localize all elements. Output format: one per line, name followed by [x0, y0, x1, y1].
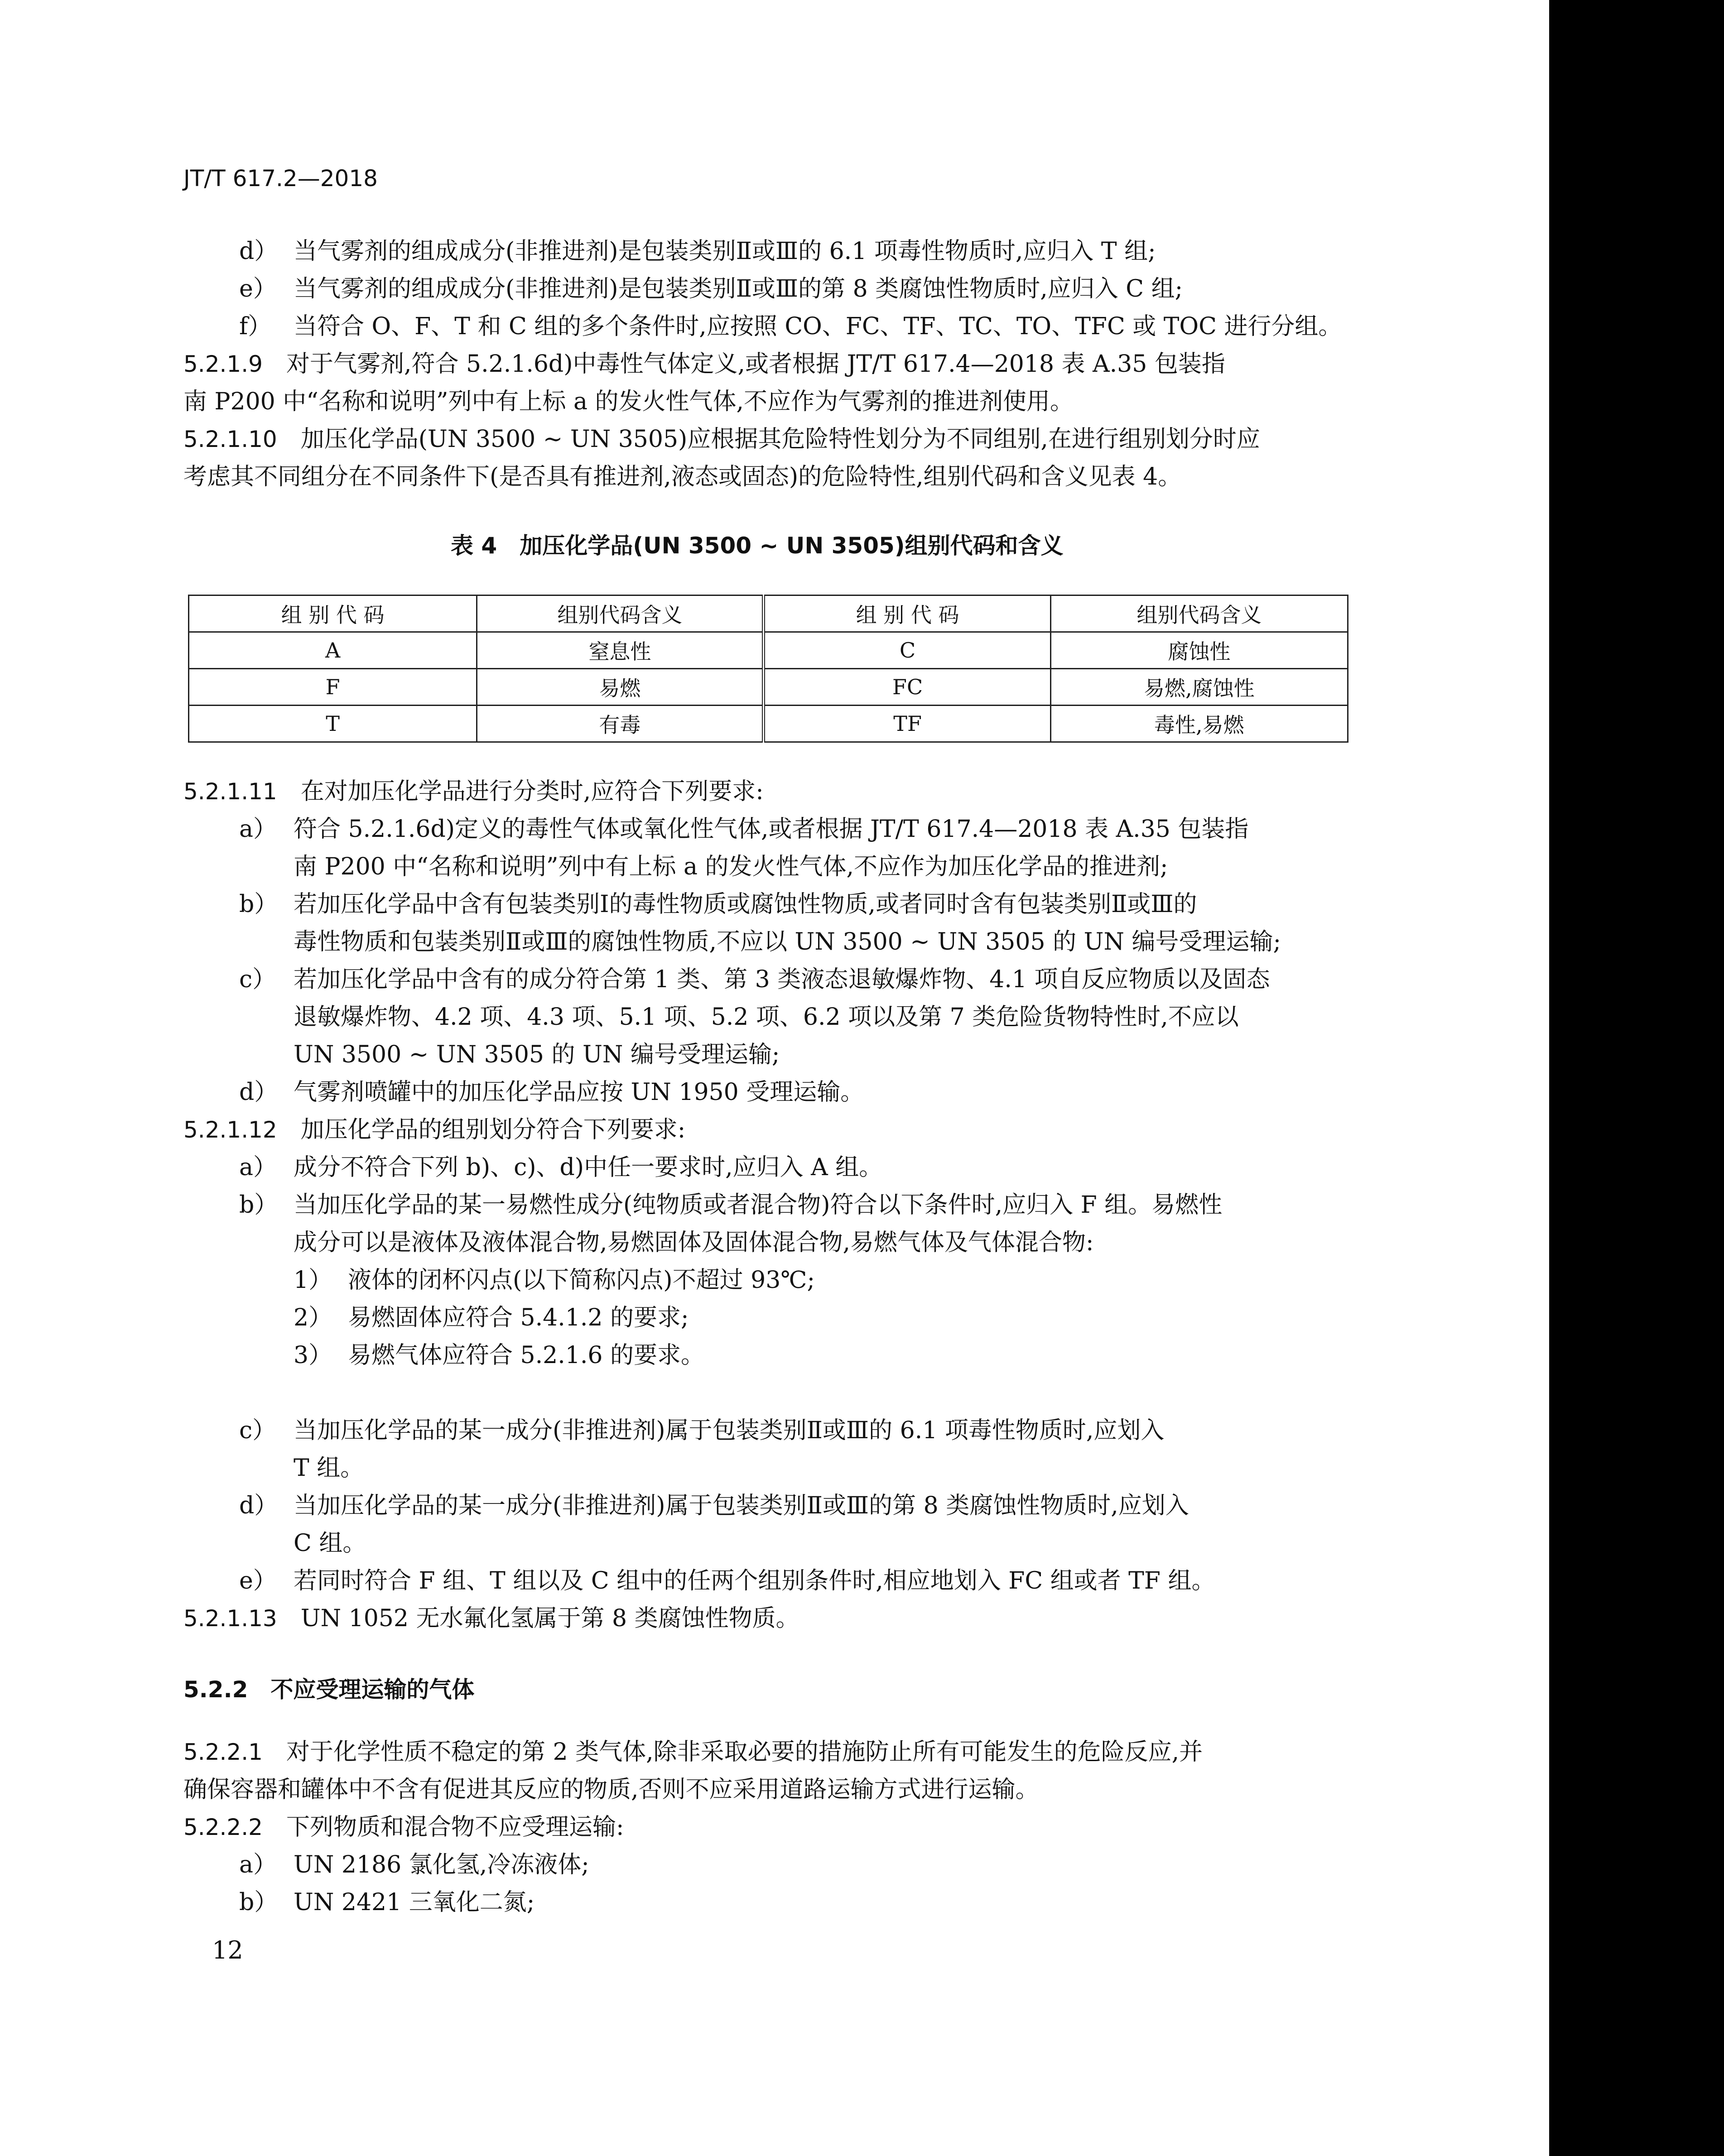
item-text: 若加压化学品中含有包装类别Ⅰ的毒性物质或腐蚀性物质,或者同时含有包装类别Ⅱ或Ⅲ的 — [294, 891, 1197, 918]
column-header: 组 别 代 码 — [189, 595, 477, 632]
table-cell: 毒性,易燃 — [1050, 706, 1348, 742]
list-item — [239, 1846, 589, 1884]
clause-text: 加压化学品的组别划分符合下列要求: — [300, 1116, 686, 1143]
list-item — [239, 270, 1183, 308]
sub-item-marker: 3） — [294, 1342, 332, 1369]
clause-text-line: 确保容器和罐体中不含有促进其反应的物质,否则不应采用道路运输方式进行运输。 — [183, 1776, 1039, 1803]
black-edge-strip — [1549, 0, 1724, 2156]
clause-5-2-1-9 — [183, 345, 1225, 383]
item-text: 成分不符合下列 b)、c)、d)中任一要求时,应归入 A 组。 — [294, 1154, 883, 1181]
item-marker: c） — [239, 966, 276, 993]
item-text: 若加压化学品中含有的成分符合第 1 类、第 3 类液态退敏爆炸物、4.1 项自反应物质以及固态 — [294, 966, 1270, 993]
list-item — [239, 960, 1270, 999]
item-text: 当加压化学品的某一成分(非推进剂)属于包装类别Ⅱ或Ⅲ的 6.1 项毒性物质时,应划入 — [294, 1417, 1165, 1444]
clause-5-2-2-1 — [183, 1733, 1203, 1771]
table-row — [189, 669, 1348, 706]
sub-item-marker: 2） — [294, 1304, 332, 1331]
item-marker: d） — [239, 1079, 278, 1106]
table-cell: 有毒 — [477, 706, 764, 742]
item-text: 当符合 O、F、T 和 C 组的多个条件时,应按照 CO、FC、TF、TC、TO、TFC 或 TOC 进行分组。 — [294, 313, 1342, 340]
document-id-header: JT/T 617.2—2018 — [183, 165, 378, 192]
clause-text-line: 南 P200 中“名称和说明”列中有上标 a 的发火性气体,不应作为气雾剂的推进剂使用。 — [183, 388, 1074, 415]
table-cell: F — [189, 669, 477, 706]
item-marker: e） — [239, 275, 277, 303]
clause-number: 5.2.1.12 — [183, 1117, 277, 1143]
item-text: UN 2421 三氧化二氮; — [294, 1889, 535, 1916]
clause-text: 在对加压化学品进行分类时,应符合下列要求: — [300, 778, 764, 805]
sub-list-item — [294, 1299, 689, 1337]
item-text: 若同时符合 F 组、T 组以及 C 组中的任两个组别条件时,相应地划入 FC 组或者 TF 组。 — [294, 1567, 1215, 1594]
item-marker: b） — [239, 891, 278, 918]
item-marker: b） — [239, 1191, 278, 1219]
item-marker: e） — [239, 1567, 277, 1594]
item-text-continued: 退敏爆炸物、4.2 项、4.3 项、5.1 项、5.2 项、6.2 项以及第 7 类危险货物特性时,不应以 — [294, 1004, 1239, 1031]
sub-list-item — [294, 1336, 704, 1374]
list-item — [239, 232, 1156, 270]
item-text: 当气雾剂的组成成分(非推进剂)是包装类别Ⅱ或Ⅲ的第 8 类腐蚀性物质时,应归入 C 组; — [294, 275, 1183, 303]
list-item — [239, 1883, 535, 1921]
item-text: 符合 5.2.1.6d)定义的毒性气体或氧化性气体,或者根据 JT/T 617.4—2018 表 A.35 包装指 — [294, 816, 1249, 843]
clause-number: 5.2.1.9 — [183, 351, 263, 377]
list-item — [239, 1148, 882, 1186]
table-cell: 易燃 — [477, 669, 764, 706]
sub-item-text: 易燃固体应符合 5.4.1.2 的要求; — [348, 1304, 689, 1331]
item-text-continued: C 组。 — [294, 1530, 366, 1557]
section-heading-5-2-2 — [183, 1671, 474, 1709]
section-number: 5.2.2 — [183, 1676, 248, 1703]
item-marker: a） — [239, 1851, 277, 1878]
table-row — [189, 632, 1348, 669]
sub-item-text: 液体的闭杯闪点(以下简称闪点)不超过 93℃; — [348, 1267, 815, 1294]
clause-text-line: 对于化学性质不稳定的第 2 类气体,除非采取必要的措施防止所有可能发生的危险反应,并 — [286, 1738, 1203, 1766]
table-cell: 窒息性 — [477, 632, 764, 669]
table-cell: FC — [764, 669, 1050, 706]
item-marker: f） — [239, 313, 272, 340]
table-cell: T — [189, 706, 477, 742]
table-4 — [188, 595, 1348, 743]
clause-text-line: 加压化学品(UN 3500 ~ UN 3505)应根据其危险特性划分为不同组别,在进行组别划分时应 — [300, 426, 1260, 453]
list-item — [239, 307, 1342, 346]
item-marker: d） — [239, 238, 278, 265]
column-header: 组别代码含义 — [1050, 595, 1348, 632]
item-marker: a） — [239, 816, 277, 843]
table-cell: 腐蚀性 — [1050, 632, 1348, 669]
item-text: UN 2186 氯化氢,冷冻液体; — [294, 1851, 589, 1878]
clause-5-2-1-13 — [183, 1599, 799, 1637]
clause-5-2-1-10 — [183, 420, 1260, 458]
item-marker: d） — [239, 1492, 278, 1519]
clause-5-2-2-2 — [183, 1808, 624, 1846]
table-header-row — [189, 595, 1348, 632]
item-text-continued: 南 P200 中“名称和说明”列中有上标 a 的发火性气体,不应作为加压化学品的推进剂; — [294, 853, 1168, 880]
table-cell: TF — [764, 706, 1050, 742]
item-text: 当加压化学品的某一易燃性成分(纯物质或者混合物)符合以下条件时,应归入 F 组。易燃性 — [294, 1191, 1223, 1219]
clause-number: 5.2.1.13 — [183, 1605, 277, 1632]
list-item — [239, 1487, 1189, 1525]
sub-item-text: 易燃气体应符合 5.2.1.6 的要求。 — [348, 1342, 704, 1369]
clause-number: 5.2.2.2 — [183, 1814, 263, 1840]
sub-list-item — [294, 1261, 815, 1299]
item-marker: b） — [239, 1889, 278, 1916]
clause-5-2-1-12 — [183, 1111, 685, 1149]
item-text-continued: T 组。 — [294, 1455, 364, 1482]
clause-number: 5.2.1.10 — [183, 426, 277, 452]
item-text: 当气雾剂的组成成分(非推进剂)是包装类别Ⅱ或Ⅲ的 6.1 项毒性物质时,应归入 T 组; — [294, 238, 1156, 265]
section-title: 不应受理运输的气体 — [270, 1676, 475, 1703]
list-item — [239, 1412, 1164, 1450]
table-caption: 表 4 加压化学品(UN 3500 ~ UN 3505)组别代码和含义 — [451, 533, 1064, 559]
list-item — [239, 885, 1197, 923]
clause-text-line: 对于气雾剂,符合 5.2.1.6d)中毒性气体定义,或者根据 JT/T 617.4—2018 表 A.35 包装指 — [286, 351, 1225, 378]
table-row — [189, 706, 1348, 742]
page-number: 12 — [212, 1936, 243, 1964]
item-text-continued: 毒性物质和包装类别Ⅱ或Ⅲ的腐蚀性物质,不应以 UN 3500 ~ UN 3505 的 UN 编号受理运输; — [294, 928, 1281, 956]
item-marker: c） — [239, 1417, 276, 1444]
table-cell: A — [189, 632, 477, 669]
item-text-continued: 成分可以是液体及液体混合物,易燃固体及固体混合物,易燃气体及气体混合物: — [294, 1229, 1094, 1256]
item-marker: a） — [239, 1154, 277, 1181]
item-text: 气雾剂喷罐中的加压化学品应按 UN 1950 受理运输。 — [294, 1079, 864, 1106]
list-item — [239, 1562, 1215, 1600]
column-header: 组别代码含义 — [477, 595, 764, 632]
item-text: 当加压化学品的某一成分(非推进剂)属于包装类别Ⅱ或Ⅲ的第 8 类腐蚀性物质时,应划入 — [294, 1492, 1189, 1519]
list-item — [239, 810, 1248, 848]
list-item — [239, 1073, 864, 1111]
sub-item-marker: 1） — [294, 1267, 332, 1294]
table-cell: 易燃,腐蚀性 — [1050, 669, 1348, 706]
table-cell: C — [764, 632, 1050, 669]
clause-text-line: 考虑其不同组分在不同条件下(是否具有推进剂,液态或固态)的危险特性,组别代码和含义见表 4。 — [183, 463, 1182, 490]
column-header: 组 别 代 码 — [764, 595, 1050, 632]
clause-5-2-1-11 — [183, 773, 764, 811]
list-item — [239, 1186, 1222, 1224]
clause-number: 5.2.1.11 — [183, 778, 277, 805]
clause-text: UN 1052 无水氟化氢属于第 8 类腐蚀性物质。 — [300, 1605, 799, 1632]
item-text-continued: UN 3500 ~ UN 3505 的 UN 编号受理运输; — [294, 1041, 780, 1068]
clause-text: 下列物质和混合物不应受理运输: — [286, 1814, 624, 1841]
clause-number: 5.2.2.1 — [183, 1739, 263, 1765]
